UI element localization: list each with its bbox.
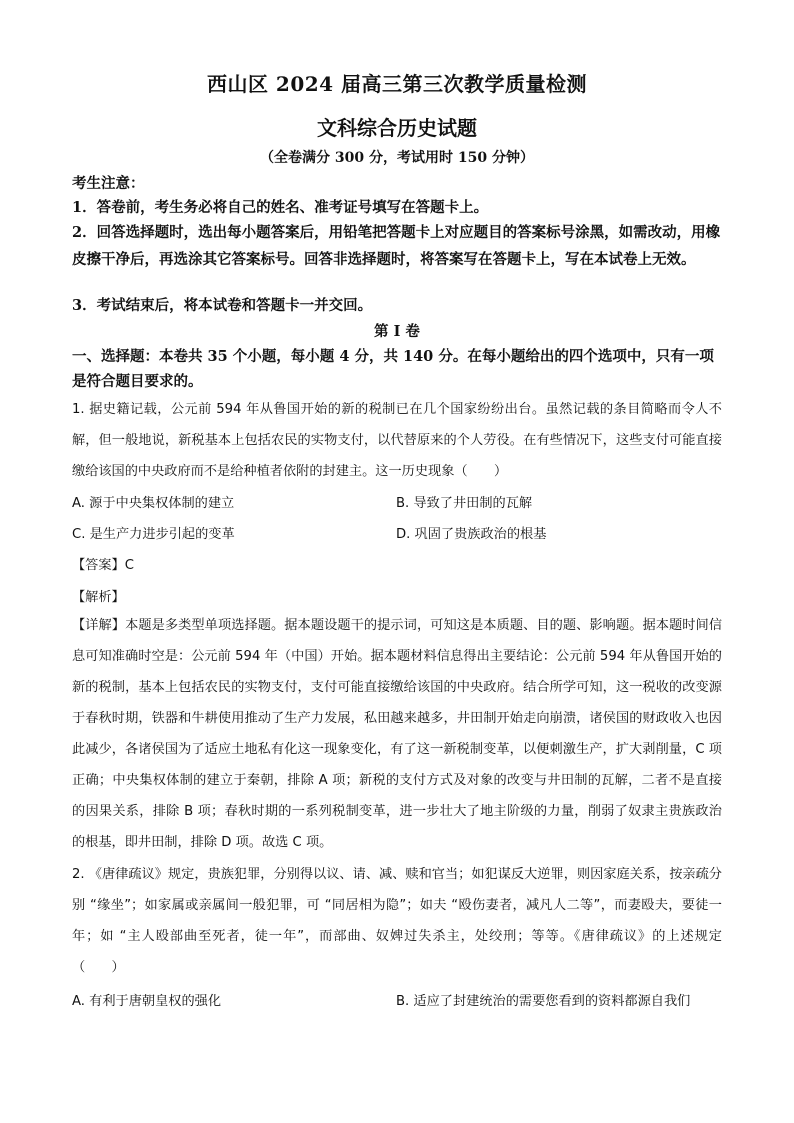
answer-label: 【答案】 — [72, 558, 125, 573]
q2-option-a: A. 有利于唐朝皇权的强化 — [72, 994, 222, 1009]
notice-item-1: 1．答卷前，考生务必将自己的姓名、准考证号填写在答题卡上。 — [72, 199, 489, 216]
notice-item-3: 3．考试结束后，将本试卷和答题卡一并交回。 — [72, 297, 373, 314]
question-1-stem: 1. 据史籍记载，公元前 594 年从鲁国开始的新的税制已在几个国家纷纷出台。虽然记载的条目简略而令人不解，但一般地说，新税基本上包括农民的实物支付，以代替原来的个人劳役。在有些情况下，这些支付可能直接缴给该国的中央政府而不是给种植者依附的封建主。这一历史现象（ ） — [72, 402, 722, 479]
notice-item-2: 2．回答选择题时，选出每小题答案后，用铅笔把答题卡上对应题目的答案标号涂黑，如需改动，用橡皮擦干净后，再选涂其它答案标号。回答非选择题时，将答案写在答题卡上，写在本试卷上无效。 — [72, 224, 721, 268]
exam-note: （全卷满分 300 分，考试用时 150 分钟） — [260, 150, 534, 166]
part-title: 第 Ⅰ 卷 — [374, 323, 420, 340]
q1-option-a: A. 源于中央集权体制的建立 — [72, 496, 235, 511]
detail-label: 【详解】 — [72, 618, 126, 633]
q2-option-b: B. 适应了封建统治的需要您看到的资料都源自我们 — [396, 994, 691, 1009]
notice-heading: 考生注意： — [72, 175, 145, 192]
q1-option-c: C. 是生产力进步引起的变革 — [72, 527, 235, 542]
q1-option-d: D. 巩固了贵族政治的根基 — [396, 527, 547, 542]
exam-title: 西山区 2024 届高三第三次教学质量检测 — [206, 72, 588, 96]
q1-answer — [72, 554, 134, 573]
detail-text: 本题是多类型单项选择题。据本题设题干的提示词，可知这是本质题、目的题、影响题。据本题时间信息可知准确时空是：公元前 594 年（中国）开始。据本题材料信息得出主要结论：公元前 594 年从鲁国开始的新的税制，基本上包括农民的实物支付，支付可能直接缴给该国的中央政府。结合所学可知，这一税收的改变源于春秋时期，铁器和牛耕使用推动了生产力发展，私田越来越多，井田制开始走向崩溃，诸侯国的财政收入也因此减少，各诸侯国为了适应土地私有化这一现象变化，有了这一新税制变革，以便刺激生产，扩大剥削量，C 项正确；中央集权体制的建立于秦朝，排除 A 项；新税的支付方式及对象的改变与井田制的瓦解，二者不是直接的因果关系，排除 B 项；春秋时期的一系列税制变革，进一步壮大了地主阶级的力量，削弱了奴隶主贵族政治的根基，即井田制，排除 D 项。故选 C 项。 — [72, 618, 723, 850]
answer-value: C — [124, 558, 134, 573]
q1-analysis-label: 【解析】 — [72, 590, 125, 605]
section-heading: 一、选择题：本卷共 35 个小题，每小题 4 分，共 140 分。在每小题给出的四个选项中，只有一项是符合题目要求的。 — [72, 348, 714, 390]
exam-subtitle: 文科综合历史试题 — [317, 116, 477, 140]
q1-option-b: B. 导致了井田制的瓦解 — [396, 496, 533, 511]
q1-detail — [72, 610, 722, 858]
question-2-stem: 2. 《唐律疏议》规定，贵族犯罪，分别得以议、请、减、赎和官当；如犯谋反大逆罪，则因家庭关系，按亲疏分别 “缘坐”；如家属或亲属间一般犯罪，可 “同居相为隐”；如夫 “殴伤妻者，减凡人二等”，而妻殴夫，要徒一年；如 “主人殴部曲至死者，徒一年”，而部曲、奴婢过失杀主，处绞刑；等等。《唐律疏议》的上述规定（ ） — [72, 867, 722, 975]
